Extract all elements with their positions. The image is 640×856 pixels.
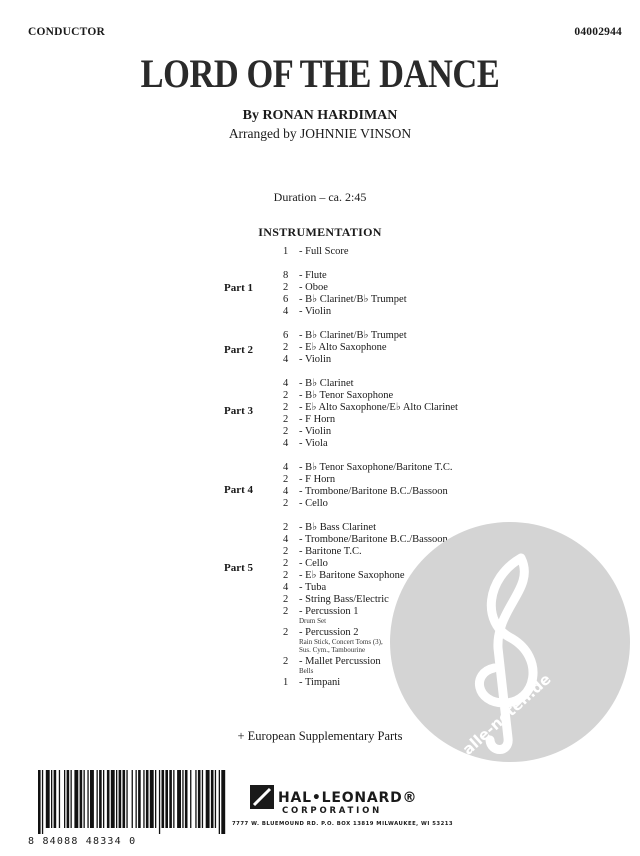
instrument-line bbox=[283, 546, 362, 558]
instrument-qty: 2 bbox=[283, 474, 289, 485]
barcode-bar bbox=[143, 770, 144, 828]
instrument-name: Mallet Percussion bbox=[305, 656, 381, 667]
instrument-name: Flute bbox=[305, 270, 327, 281]
instrument-qty: 2 bbox=[283, 656, 289, 667]
instrument-dash: - bbox=[299, 582, 305, 593]
instrument-name: E♭ Alto Saxophone bbox=[305, 342, 387, 353]
instrument-line bbox=[283, 402, 458, 414]
instrument-dash: - bbox=[299, 606, 306, 617]
instrument-line bbox=[283, 378, 354, 390]
barcode-bar bbox=[219, 770, 220, 834]
publisher-address: 7777 W. BLUEMOUND RD. P.O. BOX 13819 MILWAUKEE, WI 53213 bbox=[232, 821, 454, 827]
instrument-line bbox=[283, 246, 349, 258]
instrument-dash: - bbox=[299, 306, 305, 317]
instrument-line bbox=[283, 270, 327, 282]
barcode-bar bbox=[97, 770, 98, 828]
instrument-line bbox=[283, 390, 393, 402]
instrument-dash: - bbox=[299, 294, 306, 305]
instrument-name: B♭ Bass Clarinet bbox=[305, 522, 376, 533]
instrument-qty: 2 bbox=[283, 342, 289, 353]
instrument-line bbox=[283, 474, 335, 486]
instrument-name: B♭ Clarinet/B♭ Trumpet bbox=[305, 330, 407, 341]
barcode-bar bbox=[132, 770, 133, 828]
instrument-qty: 4 bbox=[283, 582, 289, 593]
instrument-dash: - bbox=[299, 656, 306, 667]
barcode-bar bbox=[195, 770, 196, 828]
arranger-line: Arranged by JOHNNIE VINSON bbox=[228, 126, 412, 141]
barcode-bar bbox=[173, 770, 174, 828]
instrument-name: Percussion 2 bbox=[305, 627, 359, 638]
instrument-qty: 2 bbox=[283, 498, 289, 509]
barcode-bar bbox=[87, 770, 88, 828]
instrument-name: Cello bbox=[305, 558, 328, 569]
barcode-bar bbox=[169, 770, 172, 828]
instrument-qty: 2 bbox=[283, 390, 289, 401]
barcode-bar bbox=[159, 770, 160, 834]
instrument-name: Violin bbox=[304, 354, 332, 365]
instrument-line bbox=[283, 330, 407, 342]
barcode-bar bbox=[177, 770, 181, 828]
instrument-name: Timpani bbox=[304, 677, 341, 688]
instrument-dash: - bbox=[299, 498, 306, 509]
instrument-line bbox=[283, 522, 376, 534]
instrument-dash: - bbox=[299, 546, 306, 557]
barcode-bar bbox=[138, 770, 141, 828]
barcode-bar bbox=[116, 770, 117, 828]
barcode-bar bbox=[67, 770, 70, 828]
instrument-dash: - bbox=[299, 474, 306, 485]
instrument-name: F Horn bbox=[305, 414, 336, 425]
instrument-dash: - bbox=[299, 534, 305, 545]
instrument-name: E♭ Alto Saxophone/E♭ Alto Clarinet bbox=[305, 402, 458, 413]
barcode-bar bbox=[221, 770, 225, 834]
instrument-line bbox=[283, 414, 335, 426]
instrument-line bbox=[283, 342, 387, 354]
instrument-line bbox=[283, 426, 331, 438]
instrument-qty: 1 bbox=[283, 246, 289, 257]
instrument-qty: 2 bbox=[283, 558, 289, 569]
instrument-qty: 4 bbox=[283, 534, 289, 545]
barcode-bar bbox=[185, 770, 188, 828]
instrument-name: F Horn bbox=[305, 474, 336, 485]
instrument-line bbox=[283, 582, 326, 594]
publisher-corporation: CORPORATION bbox=[282, 806, 383, 816]
part-label: Part 4 bbox=[224, 484, 254, 496]
barcode-bar bbox=[90, 770, 94, 828]
instrument-name: Violin bbox=[304, 306, 332, 317]
instrument-name: Percussion 1 bbox=[305, 606, 359, 617]
barcode-bar bbox=[71, 770, 72, 828]
duration: Duration – ca. 2:45 bbox=[273, 190, 367, 204]
instrument-qty: 8 bbox=[283, 270, 289, 281]
barcode-bar bbox=[107, 770, 110, 828]
part-label: Part 2 bbox=[224, 344, 254, 356]
barcode-bar bbox=[190, 770, 191, 828]
part-label: Part 5 bbox=[224, 562, 254, 574]
barcode-number: 8 84088 48334 0 bbox=[28, 836, 137, 847]
barcode-bar bbox=[59, 770, 60, 828]
barcode-bar bbox=[80, 770, 83, 828]
instrument-line bbox=[283, 558, 328, 570]
instrument-dash: - bbox=[299, 522, 306, 533]
instrument-line bbox=[283, 294, 407, 306]
barcode-bar bbox=[198, 770, 201, 828]
instrument-dash: - bbox=[299, 330, 306, 341]
instrument-qty: 2 bbox=[283, 282, 289, 293]
instrument-dash: - bbox=[299, 426, 305, 437]
instrument-name: Tuba bbox=[304, 582, 327, 593]
instrument-qty: 2 bbox=[283, 570, 289, 581]
barcode-bar bbox=[84, 770, 85, 828]
instrument-dash: - bbox=[299, 342, 306, 353]
instrument-dash: - bbox=[299, 438, 305, 449]
part-label: Part 1 bbox=[224, 282, 254, 294]
instrument-dash: - bbox=[299, 570, 306, 581]
instrument-name: E♭ Baritone Saxophone bbox=[305, 570, 405, 581]
part-label: Part 3 bbox=[224, 405, 254, 417]
instrument-qty: 2 bbox=[283, 414, 289, 425]
instrument-note: Drum Set bbox=[299, 617, 327, 625]
instrument-name: Baritone T.C. bbox=[305, 546, 362, 557]
supplementary-parts-note: + European Supplementary Parts bbox=[237, 729, 403, 743]
barcode-bar bbox=[119, 770, 122, 828]
instrument-dash: - bbox=[299, 627, 306, 638]
instrument-name: Viola bbox=[304, 438, 328, 449]
instrument-name: Full Score bbox=[305, 246, 349, 257]
instrument-line bbox=[283, 354, 331, 366]
barcode-bar bbox=[146, 770, 149, 828]
barcode-bar bbox=[182, 770, 183, 828]
instrument-qty: 1 bbox=[283, 677, 289, 688]
instrument-qty: 4 bbox=[283, 354, 289, 365]
instrument-dash: - bbox=[299, 282, 306, 293]
instrument-qty: 2 bbox=[283, 426, 289, 437]
instrument-dash: - bbox=[299, 246, 306, 257]
instrument-name: String Bass/Electric bbox=[305, 594, 389, 605]
instrument-qty: 4 bbox=[283, 378, 289, 389]
instrument-name: B♭ Clarinet/B♭ Trumpet bbox=[305, 294, 407, 305]
barcode bbox=[32, 768, 228, 834]
barcode-bar bbox=[202, 770, 203, 828]
instrument-qty: 2 bbox=[283, 402, 289, 413]
barcode-bar bbox=[123, 770, 126, 828]
instrument-name: B♭ Tenor Saxophone/Baritone T.C. bbox=[305, 462, 453, 473]
instrument-qty: 2 bbox=[283, 546, 289, 557]
barcode-bar bbox=[74, 770, 78, 828]
instrument-qty: 6 bbox=[283, 294, 289, 305]
instrument-qty: 4 bbox=[283, 462, 289, 473]
barcode-bar bbox=[99, 770, 102, 828]
barcode-bar bbox=[162, 770, 165, 828]
watermark-text: alle-noten.de bbox=[458, 669, 555, 759]
instrument-name: Trombone/Baritone B.C./Bassoon bbox=[304, 486, 448, 497]
barcode-bar bbox=[64, 770, 65, 828]
instrument-dash: - bbox=[299, 270, 306, 281]
instrument-line bbox=[283, 594, 389, 606]
instrument-note: Bells bbox=[299, 667, 314, 675]
composer-byline: By RONAN HARDIMAN bbox=[242, 108, 398, 123]
instrument-dash: - bbox=[299, 462, 306, 473]
instrument-line bbox=[283, 282, 328, 294]
catalog-number: 04002944 bbox=[574, 26, 622, 38]
instrument-dash: - bbox=[299, 354, 305, 365]
instrument-name: Trombone/Baritone B.C./Bassoon bbox=[304, 534, 448, 545]
barcode-bar bbox=[126, 770, 127, 828]
instrument-dash: - bbox=[299, 414, 306, 425]
instrument-dash: - bbox=[299, 486, 305, 497]
instrument-name: B♭ Tenor Saxophone bbox=[305, 390, 394, 401]
barcode-bar bbox=[206, 770, 210, 828]
instrument-name: Oboe bbox=[305, 282, 328, 293]
instrument-qty: 2 bbox=[283, 594, 289, 605]
instrument-line bbox=[283, 677, 340, 689]
barcode-bar bbox=[211, 770, 214, 828]
instrument-qty: 2 bbox=[283, 627, 289, 638]
instrument-name: Violin bbox=[304, 426, 332, 437]
instrument-name: B♭ Clarinet bbox=[305, 378, 354, 389]
instrument-qty: 2 bbox=[283, 606, 289, 617]
barcode-bar bbox=[150, 770, 154, 828]
instrument-qty: 4 bbox=[283, 486, 289, 497]
instrument-qty: 4 bbox=[283, 438, 289, 449]
barcode-bar bbox=[103, 770, 104, 828]
instrument-name: Cello bbox=[305, 498, 328, 509]
instrument-note: Rain Stick, Concert Toms (3), bbox=[299, 638, 383, 646]
barcode-bar bbox=[111, 770, 115, 828]
barcode-bar bbox=[38, 770, 41, 834]
instrument-line bbox=[283, 656, 381, 668]
barcode-bar bbox=[42, 770, 43, 834]
instrument-dash: - bbox=[299, 558, 306, 569]
instrument-qty: 2 bbox=[283, 522, 289, 533]
barcode-bar bbox=[46, 770, 50, 828]
barcode-bar bbox=[51, 770, 52, 828]
instrument-line bbox=[283, 306, 331, 318]
barcode-bar bbox=[215, 770, 216, 828]
instrument-line bbox=[283, 498, 328, 510]
instrument-note: Sus. Cym., Tambourine bbox=[299, 646, 366, 654]
instrument-line bbox=[283, 462, 453, 474]
barcode-bar bbox=[54, 770, 57, 828]
page-title: LORD OF THE DANCE bbox=[140, 51, 500, 96]
publisher-name: HAL•LEONARD® bbox=[278, 790, 418, 806]
instrument-dash: - bbox=[299, 594, 306, 605]
instrument-dash: - bbox=[299, 402, 306, 413]
instrument-line bbox=[283, 486, 448, 498]
instrument-dash: - bbox=[299, 378, 306, 389]
instrument-dash: - bbox=[299, 677, 305, 688]
conductor-label: CONDUCTOR bbox=[28, 26, 105, 38]
barcode-bar bbox=[155, 770, 156, 828]
instrumentation-heading: INSTRUMENTATION bbox=[258, 225, 382, 239]
barcode-bar bbox=[136, 770, 137, 828]
instrument-qty: 4 bbox=[283, 306, 289, 317]
instrument-qty: 6 bbox=[283, 330, 289, 341]
barcode-bar bbox=[165, 770, 168, 828]
instrument-line bbox=[283, 438, 328, 450]
instrument-dash: - bbox=[299, 390, 306, 401]
